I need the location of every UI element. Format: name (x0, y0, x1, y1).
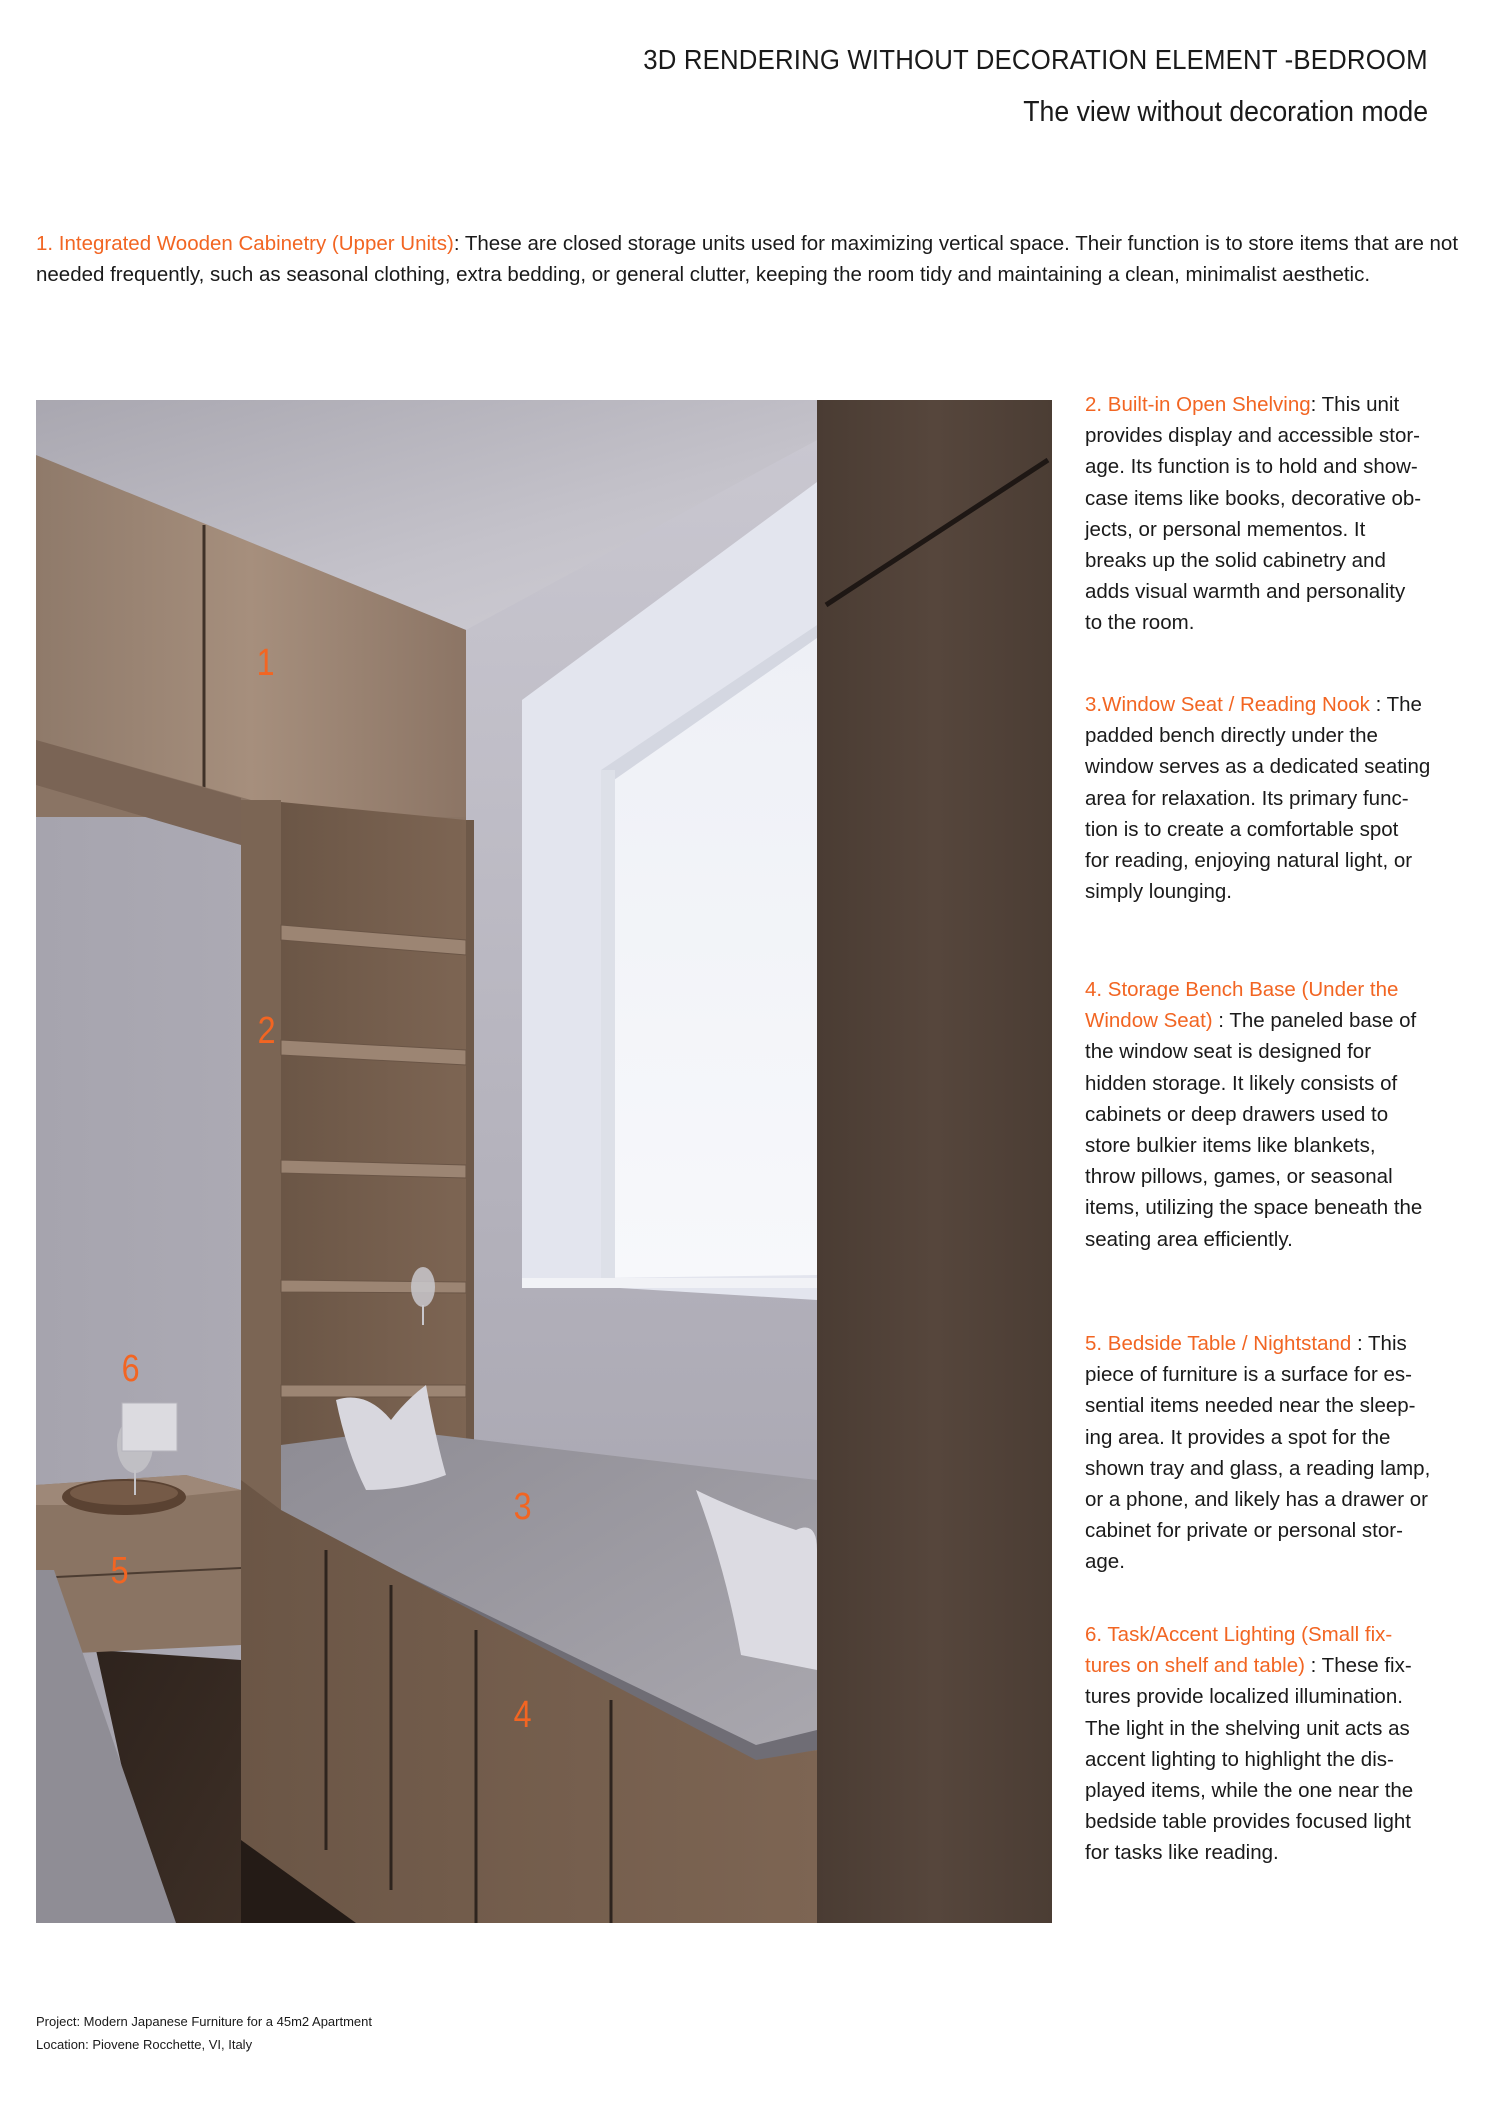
shelf-front-edge (466, 820, 474, 1480)
description-nightstand: 5. Bedside Table / Nightstand : This piece of furniture is a surface for es- sential items needed near the sleep- ing area. It provides a spot for the shown tray and glass, a reading lamp, or a phone, and likely has a drawer or cabinet for private or personal stor- age. (1085, 1332, 1431, 1574)
description-window-seat: 3.Window Seat / Reading Nook : The padded bench directly under the window serves as a dedicated seating area for relaxation. Its primary func- tion is to create a comfortable spot for reading, enjoying natural light, or simply lounging. (1085, 693, 1431, 904)
intro-description (36, 228, 1496, 290)
description-heading: 2. Built-in Open Shelving (1085, 393, 1311, 416)
bedroom-rendering (36, 400, 1052, 1923)
page-subtitle: The view without decoration mode (1023, 96, 1428, 128)
label-1: 1 (256, 642, 275, 684)
label-5: 5 (110, 1550, 129, 1592)
description-heading: 4. Storage Bench Base (Under the (1085, 978, 1399, 1001)
intro-line-1 (36, 228, 1496, 259)
window-frame-side (601, 770, 615, 1278)
description-heading: 5. Bedside Table / Nightstand (1085, 1332, 1352, 1355)
footer-location: Location: Piovene Rocchette, VI, Italy (36, 2037, 253, 2052)
wardrobe (817, 400, 1052, 1923)
footer-project: Project: Modern Japanese Furniture for a 45m2 Apartment (36, 2014, 373, 2029)
label-4: 4 (513, 1694, 532, 1736)
rendering-illustration (36, 400, 1052, 1923)
intro-text: : These are closed storage units used for maximizing vertical space. Their function is to store items that are not (453, 232, 1459, 255)
intro-heading: 1. Integrated Wooden Cabinetry (Upper Units) (36, 232, 454, 255)
description-shelving: 2. Built-in Open Shelving: This unit provides display and accessible stor- age. Its function is to hold and show- case items like books, decorative ob- jects, or personal mementos. It breaks up the solid cabinetry and adds visual warmth and personality to the room. (1085, 393, 1422, 635)
description-storage-bench: 4. Storage Bench Base (Under the Window Seat) : The paneled base of the window seat is designed for hidden storage. It likely consists of cabinets or deep drawers used to store bulkier items like blankets, throw pillows, games, or seasonal items, utilizing the space beneath the seating area efficiently. (1085, 974, 1485, 1255)
description-lighting: 6. Task/Accent Lighting (Small fix- tures on shelf and table) : These fix- tures provide localized illumination. The light in the shelving unit acts as accent lighting to highlight the dis- played items, while the one near the bedside table provides focused light for tasks like reading. (1085, 1619, 1485, 1869)
label-3: 3 (513, 1486, 532, 1528)
shelf-glass (411, 1267, 435, 1307)
footer (36, 2010, 372, 2056)
description-heading: 6. Task/Accent Lighting (Small fix- (1085, 1623, 1393, 1646)
label-2: 2 (257, 1010, 276, 1052)
page-title: 3D RENDERING WITHOUT DECORATION ELEMENT -BEDROOM (643, 44, 1428, 75)
description-heading: 3.Window Seat / Reading Nook (1085, 693, 1370, 716)
shelf-back (281, 802, 466, 1450)
intro-line-2: needed frequently, such as seasonal clothing, extra bedding, or general clutter, keeping the room tidy and maintaining a clean, minimalist aesthetic. (36, 263, 1371, 286)
wall-light-fixture (122, 1403, 177, 1451)
label-6: 6 (121, 1348, 140, 1390)
window-sill (522, 1278, 817, 1288)
